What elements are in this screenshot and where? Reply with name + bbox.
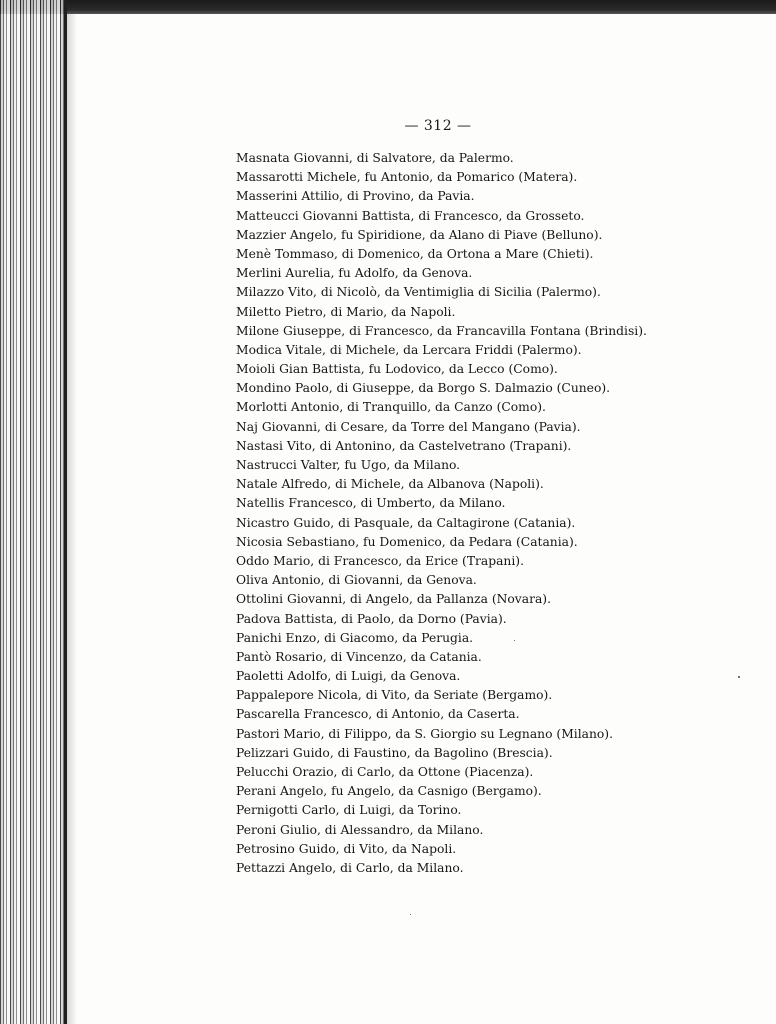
list-item: Pascarella Francesco, di Antonio, da Caserta. — [236, 707, 520, 722]
list-item: Pelizzari Guido, di Faustino, da Bagolino (Brescia). — [236, 745, 553, 760]
list-item: Nastasi Vito, di Antonino, da Castelvetrano (Trapani). — [236, 438, 572, 453]
list-item: Pettazzi Angelo, di Carlo, da Milano. — [236, 860, 464, 875]
list-item: Pappalepore Nicola, di Vito, da Seriate (Bergamo). — [236, 688, 553, 703]
list-item: Menè Tommaso, di Domenico, da Ortona a Mare (Chieti). — [236, 246, 594, 261]
list-item: Pantò Rosario, di Vincenzo, da Catania. — [236, 649, 482, 664]
list-item: Nicosia Sebastiano, fu Domenico, da Pedara (Catania). — [236, 534, 578, 549]
paper-speck — [410, 914, 411, 915]
list-item: Nastrucci Valter, fu Ugo, da Milano. — [236, 458, 461, 472]
list-item: Panichi Enzo, di Giacomo, da Perugia. — [236, 630, 474, 645]
list-item: Pernigotti Carlo, di Luigi, da Torino. — [236, 803, 462, 818]
list-item: Petrosino Guido, di Vito, da Napoli. — [236, 841, 457, 856]
list-item: Moioli Gian Battista, fu Lodovico, da Lecco (Como). — [236, 362, 558, 377]
list-item: Mondino Paolo, di Giuseppe, da Borgo S. Dalmazio (Cuneo). — [236, 381, 611, 396]
paper-speck — [514, 640, 515, 641]
list-item: Natale Alfredo, di Michele, da Albanova (Napoli). — [236, 477, 544, 492]
page-number: — 312 — — [404, 118, 472, 134]
binding-shadow-fade — [67, 14, 77, 1024]
list-item: Miletto Pietro, di Mario, da Napoli. — [236, 304, 456, 319]
book-binding-edge — [0, 0, 66, 1024]
list-item: Milone Giuseppe, di Francesco, da Francavilla Fontana (Brindisi). — [236, 323, 647, 338]
list-item: Natellis Francesco, di Umberto, da Milano. — [236, 496, 506, 511]
list-item: Peroni Giulio, di Alessandro, da Milano. — [236, 822, 484, 837]
list-item: Naj Giovanni, di Cesare, da Torre del Mangano (Pavia). — [236, 419, 581, 434]
list-item: Merlini Aurelia, fu Adolfo, da Genova. — [236, 266, 473, 281]
list-item: Matteucci Giovanni Battista, di Francesco, da Grosseto. — [236, 208, 585, 223]
list-item: Modica Vitale, di Michele, da Lercara Friddi (Palermo). — [236, 342, 582, 357]
list-item: Masserini Attilio, di Provino, da Pavia. — [236, 189, 475, 204]
list-item: Nicastro Guido, di Pasquale, da Caltagirone (Catania). — [236, 515, 576, 530]
list-item: Morlotti Antonio, di Tranquillo, da Canzo (Como). — [236, 400, 546, 415]
list-item: Padova Battista, di Paolo, da Dorno (Pavia). — [236, 611, 507, 626]
list-item: Perani Angelo, fu Angelo, da Casnigo (Bergamo). — [236, 784, 542, 799]
list-item: Oliva Antonio, di Giovanni, da Genova. — [236, 573, 477, 588]
list-item: Pastori Mario, di Filippo, da S. Giorgio su Legnano (Milano). — [236, 726, 614, 741]
list-item: Massarotti Michele, fu Antonio, da Pomarico (Matera). — [236, 170, 578, 185]
list-item: Milazzo Vito, di Nicolò, da Ventimiglia di Sicilia (Palermo). — [236, 285, 601, 300]
list-item: Pelucchi Orazio, di Carlo, da Ottone (Piacenza). — [236, 765, 534, 779]
list-item: Ottolini Giovanni, di Angelo, da Pallanza (Novara). — [236, 592, 551, 607]
paper-speck — [738, 676, 740, 678]
list-item: Paoletti Adolfo, di Luigi, da Genova. — [236, 669, 461, 684]
name-list — [236, 149, 756, 878]
list-item: Oddo Mario, di Francesco, da Erice (Trapani). — [236, 553, 524, 568]
list-item: Masnata Giovanni, di Salvatore, da Palermo. — [236, 151, 514, 165]
scan-top-edge — [0, 0, 776, 14]
list-item: Mazzier Angelo, fu Spiridione, da Alano di Piave (Belluno). — [236, 227, 603, 242]
